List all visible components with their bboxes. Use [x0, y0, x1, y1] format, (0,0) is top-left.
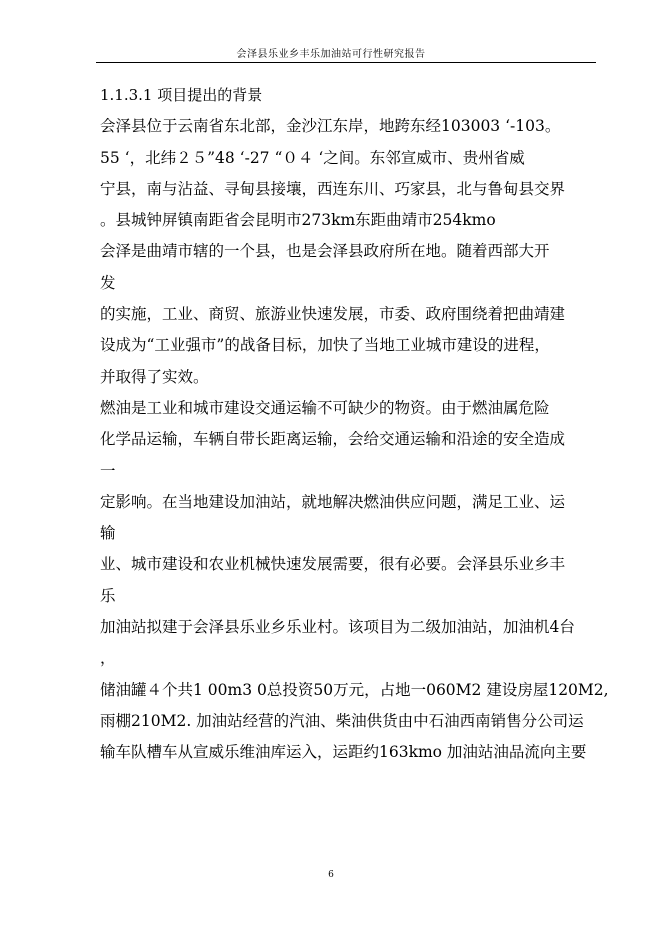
section-heading: 1.1.3.1 项目提出的背景 [100, 86, 263, 104]
body-line: 雨棚210M2. 加油站经营的汽油、柴油供货由中石油西南销售分公司运 [100, 711, 584, 730]
body-line: 一 [100, 461, 116, 480]
body-line: 化学品运输，车辆自带长距离运输，会给交通运输和沿途的安全造成 [100, 430, 566, 449]
body-line: 宁县，南与沾益、寻甸县接壤，西连东川、巧家县，北与鲁甸县交界 [100, 179, 566, 198]
document-body [100, 80, 609, 769]
body-line: 会泽是曲靖市辖的一个县，也是会泽县政府所在地。随着西部大开 [100, 242, 550, 261]
body-line: ， [100, 649, 116, 668]
body-line: 燃油是工业和城市建设交通运输不可缺少的物资。由于燃油属危险 [100, 398, 550, 417]
body-line: 会泽县位于云南省东北部，金沙江东岸，地跨东经103003 ‘-103。 [100, 117, 561, 136]
body-line: 并取得了实效。 [100, 367, 209, 386]
body-line: 55 ‘，北纬２５”48 ‘-27 “０４ ‘之间。东邻宣威市、贵州省威 [100, 148, 525, 167]
body-line: 业、城市建设和农业机械快速发展需要，很有必要。会泽县乐业乡丰 [100, 555, 566, 574]
body-line: 定影响。在当地建设加油站，就地解决燃油供应问题，满足工业、运 [100, 492, 566, 511]
header-divider [96, 62, 596, 63]
body-line: 。县城钟屏镇南距省会昆明市273km东距曲靖市254kmo [100, 211, 496, 230]
body-line: 输 [100, 524, 116, 543]
running-header-title: 会泽县乐业乡丰乐加油站可行性研究报告 [236, 49, 426, 60]
body-line: 发 [100, 273, 116, 292]
body-line: 的实施，工业、商贸、旅游业快速发展，市委、政府围绕着把曲靖建 [100, 305, 566, 324]
body-line: 加油站拟建于会泽县乐业乡乐业村。该项目为二级加油站，加油机4台 [100, 618, 575, 637]
page-number: 6 [328, 870, 334, 880]
body-line: 储油罐４个共1 00m3 0总投资50万元，占地一060M2 建设房屋120M2, [100, 680, 609, 699]
body-line: 设成为“工业强市”的战备目标，加快了当地工业城市建设的进程， [100, 336, 550, 355]
body-line: 输车队槽车从宣威乐维油库运入，运距约163kmo 加油站油品流向主要 [100, 743, 587, 762]
body-line: 乐 [100, 586, 116, 605]
